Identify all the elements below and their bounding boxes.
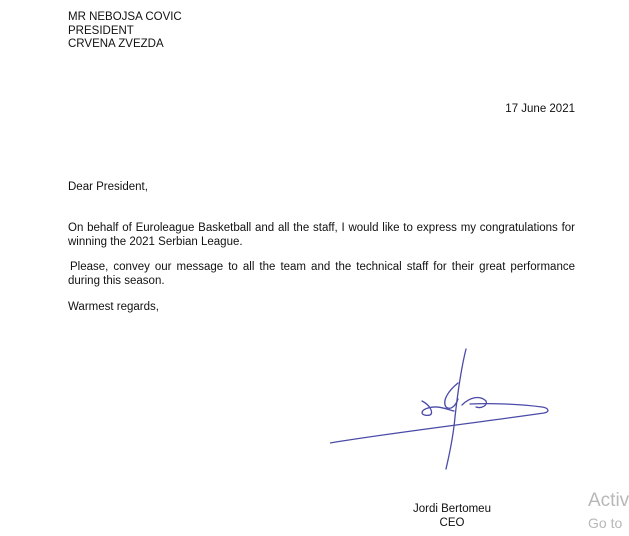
watermark-line-1: Activ xyxy=(588,490,629,511)
body-paragraph-congratulations: On behalf of Euroleague Basketball and all the staff, I would like to express my congratulations for winning the 2021 Serbian League. xyxy=(68,222,575,248)
salutation: Dear President, xyxy=(68,181,148,193)
body-paragraph-message: Please, convey our message to all the team and the technical staff for their great performance during this season. xyxy=(68,261,575,287)
addressee-title: PRESIDENT xyxy=(68,24,134,37)
signer-block xyxy=(402,503,502,530)
watermark-line-2: Go to xyxy=(588,515,623,531)
addressee-block xyxy=(68,11,182,52)
signer-title: CEO xyxy=(439,516,465,529)
addressee-organization: CRVENA ZVEZDA xyxy=(68,38,164,50)
handwritten-signature xyxy=(330,345,550,475)
addressee-name: MR NEBOJSA COVIC xyxy=(68,11,182,23)
signer-name: Jordi Bertomeu xyxy=(413,503,491,515)
closing: Warmest regards, xyxy=(68,301,159,313)
letter-date: 17 June 2021 xyxy=(505,103,575,115)
windows-activation-watermark xyxy=(588,489,629,532)
